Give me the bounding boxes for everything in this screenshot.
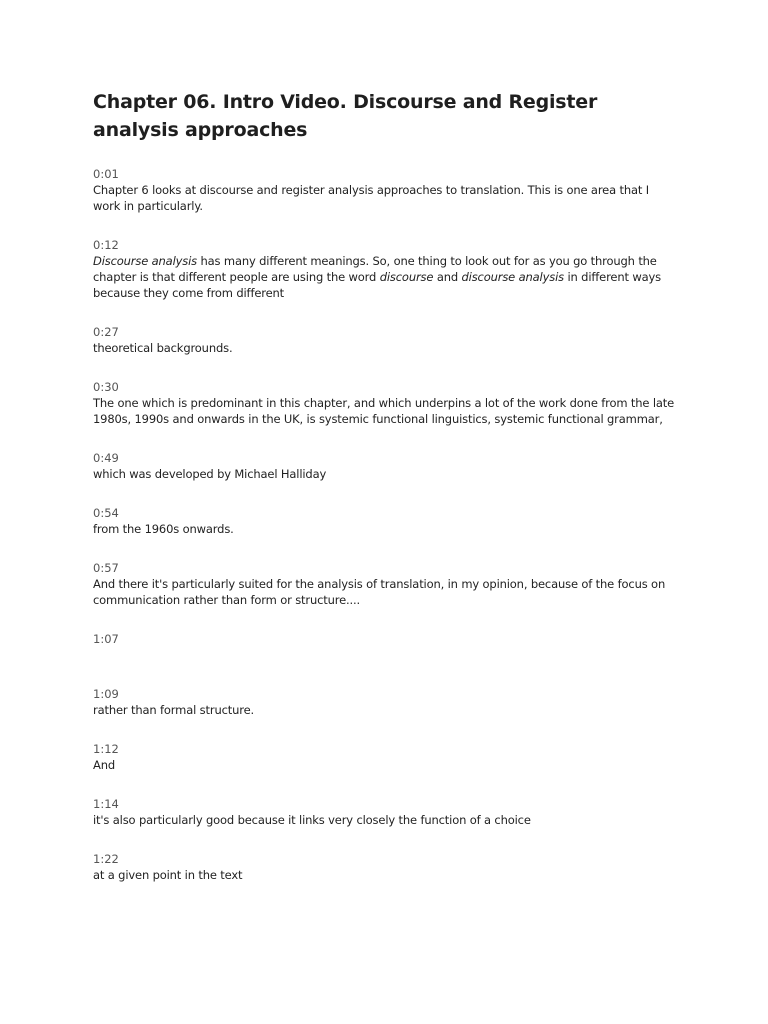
timestamp: 1:22 <box>93 852 119 866</box>
timestamp: 1:07 <box>93 632 119 646</box>
segment-text <box>93 395 678 427</box>
timestamp: 1:12 <box>93 742 119 756</box>
segment-text <box>93 182 678 214</box>
text-run: And there it's particularly suited for the analysis of translation, in my opinion, because of the focus on communication rather than form or structure.... <box>93 577 666 607</box>
transcript-segment <box>93 851 678 883</box>
timestamp: 0:27 <box>93 325 119 339</box>
text-run: And <box>93 758 116 772</box>
document-page <box>93 88 678 906</box>
segment-text <box>93 757 678 773</box>
transcript-segment <box>93 324 678 356</box>
timestamp: 0:49 <box>93 451 119 465</box>
transcript-segment <box>93 741 678 773</box>
italic-term: discourse <box>379 270 434 284</box>
text-run: The one which is predominant in this chapter, and which underpins a lot of the work done from the late 1980s, 1990s and onwards in the UK, is systemic functional linguistics, systemic functional grammar, <box>93 396 675 426</box>
italic-term: Discourse analysis <box>93 254 198 268</box>
text-run: Chapter 6 looks at discourse and register analysis approaches to translation. This is one area that I work in particularly. <box>93 183 649 213</box>
text-run: theoretical backgrounds. <box>93 341 233 355</box>
timestamp: 0:54 <box>93 506 119 520</box>
segment-text <box>93 812 678 828</box>
transcript-segment <box>93 505 678 537</box>
text-run: which was developed by Michael Halliday <box>93 467 327 481</box>
timestamp: 0:01 <box>93 167 119 181</box>
text-run: at a given point in the text <box>93 868 243 882</box>
segment-text <box>93 647 678 663</box>
segment-text <box>93 521 678 537</box>
segment-text <box>93 340 678 356</box>
segment-text <box>93 466 678 482</box>
transcript <box>93 166 678 883</box>
text-run: rather than formal structure. <box>93 703 255 717</box>
transcript-segment <box>93 796 678 828</box>
text-run: has many different meanings. So, one thing to look out for as you go through the chapter is that different people are using the word <box>93 254 657 284</box>
transcript-segment <box>93 450 678 482</box>
text-run: in different ways because they come from different <box>93 270 661 300</box>
timestamp: 1:09 <box>93 687 119 701</box>
transcript-segment <box>93 631 678 663</box>
transcript-segment <box>93 237 678 301</box>
timestamp: 0:30 <box>93 380 119 394</box>
segment-text <box>93 576 678 608</box>
transcript-segment <box>93 379 678 427</box>
page-title: Chapter 06. Intro Video. Discourse and Register analysis approaches <box>93 91 598 141</box>
text-run: it's also particularly good because it links very closely the function of a choice <box>93 813 531 827</box>
segment-text <box>93 253 678 301</box>
transcript-segment <box>93 686 678 718</box>
text-run: from the 1960s onwards. <box>93 522 234 536</box>
transcript-segment <box>93 560 678 608</box>
timestamp: 1:14 <box>93 797 119 811</box>
segment-text <box>93 702 678 718</box>
segment-text <box>93 867 678 883</box>
italic-term: discourse analysis <box>461 270 564 284</box>
transcript-segment <box>93 166 678 214</box>
text-run: and <box>433 270 462 284</box>
timestamp: 0:12 <box>93 238 119 252</box>
timestamp: 0:57 <box>93 561 119 575</box>
